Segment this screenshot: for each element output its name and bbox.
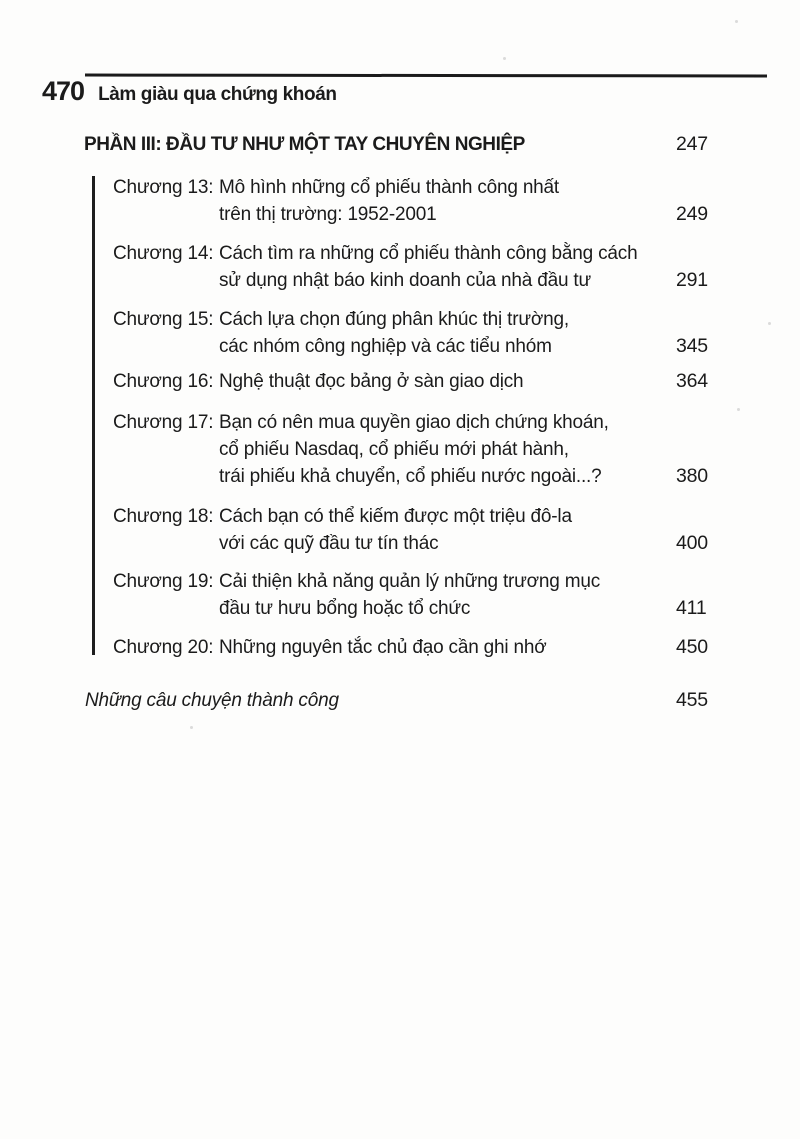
scan-speck — [503, 57, 506, 60]
toc-entry-title-line: Bạn có nên mua quyền giao dịch chứng khoán, — [219, 412, 609, 433]
toc-entry-title-line: Cách bạn có thể kiếm được một triệu đô-la — [219, 506, 572, 527]
toc-entry-label: Chương 20: — [113, 637, 214, 658]
running-head-book-title: Làm giàu qua chứng khoán — [98, 84, 337, 105]
toc-entry-page-number: 291 — [676, 269, 708, 291]
toc-entry-title-line: đầu tư hưu bổng hoặc tổ chức — [219, 598, 471, 619]
toc-entry-title — [219, 368, 669, 395]
toc-entry-chuong-17 — [0, 409, 800, 490]
toc-entry-label: Chương 15: — [113, 309, 214, 330]
toc-entry-title-line: trên thị trường: 1952-2001 — [219, 204, 437, 225]
toc-entry-title-line: các nhóm công nghiệp và các tiểu nhóm — [219, 336, 552, 357]
toc-entry-title-line: sử dụng nhật báo kinh doanh của nhà đầu tư — [219, 270, 591, 291]
toc-entry-page-number: 455 — [676, 689, 708, 711]
toc-closing-title: Những câu chuyện thành công — [85, 690, 339, 711]
toc-entry-page-number: 345 — [676, 335, 708, 357]
toc-entry-title — [219, 240, 669, 294]
toc-section-row — [0, 131, 800, 158]
page-folio: 470 — [42, 76, 85, 106]
toc-closing-entry — [0, 687, 800, 714]
toc-entry-title — [219, 174, 669, 228]
toc-entry-page-number: 450 — [676, 636, 708, 658]
toc-entry-title — [219, 634, 669, 661]
toc-entry-title-line: Nghệ thuật đọc bảng ở sàn giao dịch — [219, 371, 524, 392]
toc-entry-label: Chương 13: — [113, 177, 214, 198]
toc-entry-chuong-16 — [0, 368, 800, 395]
toc-entry-title-line: Cải thiện khả năng quản lý những trương mục — [219, 571, 601, 592]
toc-entry-page-number: 400 — [676, 532, 708, 554]
scan-speck — [735, 20, 738, 23]
toc-entry-title-line: Mô hình những cổ phiếu thành công nhất — [219, 177, 559, 198]
toc-entry-title — [219, 503, 669, 557]
toc-entry-page-number: 249 — [676, 203, 708, 225]
toc-entry-label: Chương 19: — [113, 571, 214, 592]
toc-entry-chuong-20 — [0, 634, 800, 661]
toc-entry-page-number: 411 — [676, 597, 707, 619]
toc-entry-title-line: cổ phiếu Nasdaq, cổ phiếu mới phát hành, — [219, 439, 569, 460]
toc-entry-title-line: Cách lựa chọn đúng phân khúc thị trường, — [219, 309, 569, 330]
scan-speck — [768, 322, 771, 325]
toc-entry-title-line: với các quỹ đầu tư tín thác — [219, 533, 439, 554]
toc-entry-title — [219, 568, 669, 622]
toc-entry-title-line: Những nguyên tắc chủ đạo cần ghi nhớ — [219, 637, 547, 658]
toc-entry-title — [219, 409, 669, 490]
scan-speck — [737, 408, 740, 411]
toc-entry-chuong-13 — [0, 174, 800, 228]
toc-section-heading: PHẦN III: ĐẦU TƯ NHƯ MỘT TAY CHUYÊN NGHIỆP — [84, 134, 525, 155]
toc-entry-title-line: trái phiếu khả chuyển, cổ phiếu nước ngoài...? — [219, 466, 602, 487]
running-head — [42, 76, 337, 106]
toc-entry-chuong-15 — [0, 306, 800, 360]
toc-entry-title-line: Cách tìm ra những cổ phiếu thành công bằng cách — [219, 243, 638, 264]
toc-entry-label: Chương 14: — [113, 243, 214, 264]
scan-speck — [190, 726, 193, 729]
toc-entry-chuong-18 — [0, 503, 800, 557]
toc-entry-chuong-14 — [0, 240, 800, 294]
toc-entry-label: Chương 16: — [113, 371, 214, 392]
toc-entry-title — [219, 306, 669, 360]
toc-section-page-number: 247 — [676, 133, 708, 155]
toc-entry-page-number: 364 — [676, 370, 708, 392]
toc-entry-page-number: 380 — [676, 465, 708, 487]
toc-entry-label: Chương 18: — [113, 506, 214, 527]
toc-entry-label: Chương 17: — [113, 412, 214, 433]
toc-entry-chuong-19 — [0, 568, 800, 622]
